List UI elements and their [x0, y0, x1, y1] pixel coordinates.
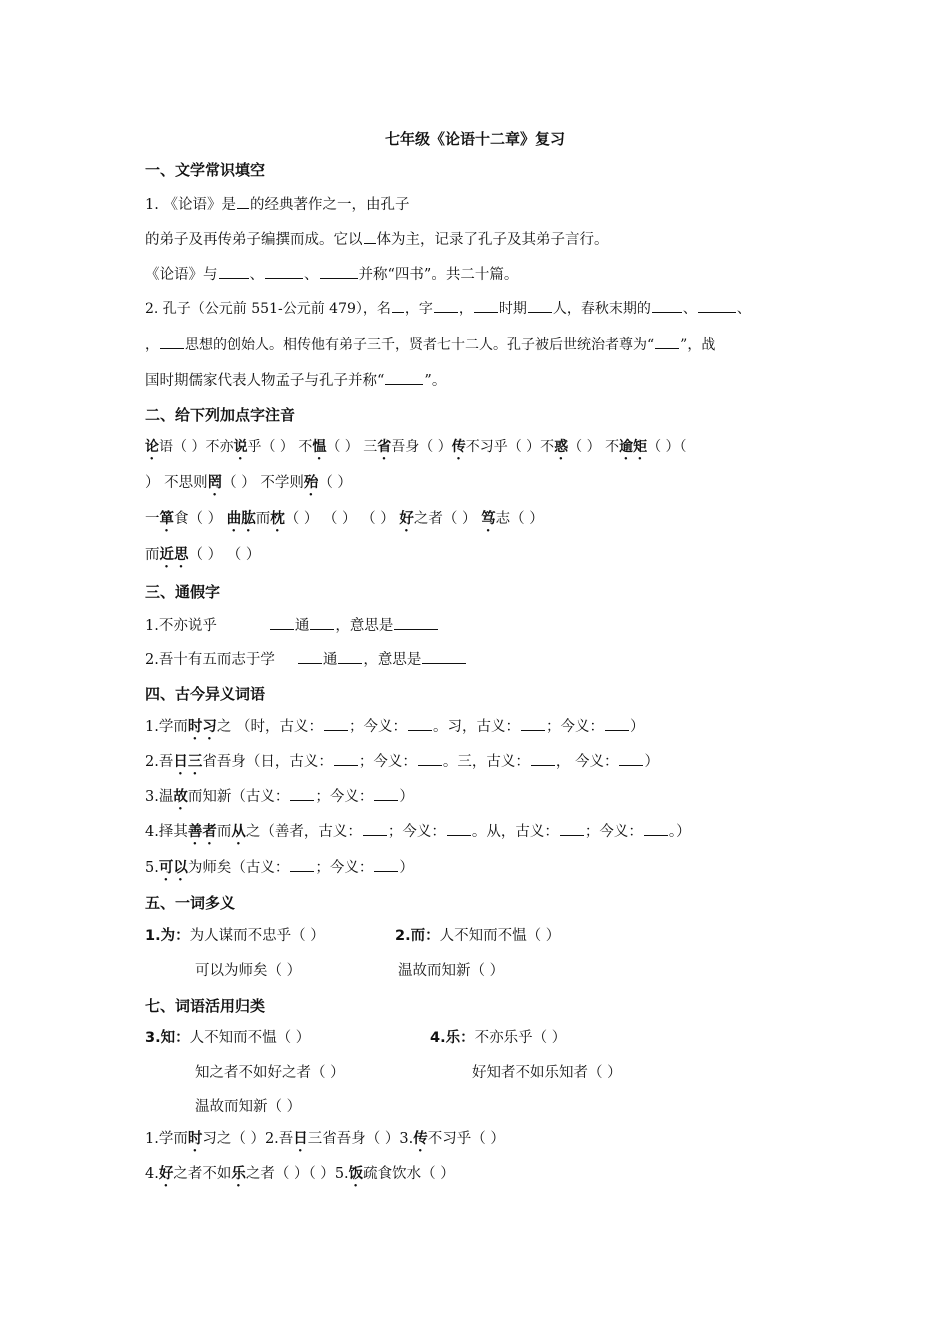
- section2-heading: 二、给下列加点字注音: [145, 406, 296, 424]
- s5-q2-row1: 2.而：人不知而不愠（ ）: [395, 928, 561, 944]
- section5-heading: 五、一词多义: [145, 894, 236, 912]
- s4-line4: 4.择其善者而从之（善者，古义： ；今义： 。从，古义： ；今义： 。）: [145, 821, 691, 848]
- s7-q4-row1: 4.乐：不亦乐乎（ ）: [430, 1030, 567, 1046]
- blank[interactable]: [364, 229, 376, 244]
- blank[interactable]: [298, 649, 322, 664]
- s1-line5: ， 思想的创始人。相传他有弟子三千，贤者七十二人。孔子被后世统治者尊为“ ”，战: [145, 334, 715, 355]
- blank[interactable]: [160, 334, 184, 349]
- section3-heading: 三、通假字: [145, 583, 221, 601]
- blank[interactable]: [408, 716, 432, 731]
- blank[interactable]: [652, 298, 682, 313]
- s5-q2-row2: 温故而知新（ ）: [398, 963, 505, 979]
- blank[interactable]: [528, 298, 552, 313]
- blank[interactable]: [320, 264, 358, 279]
- blank[interactable]: [644, 821, 668, 836]
- blank[interactable]: [385, 370, 423, 385]
- section1-heading: 一、文学常识填空: [145, 161, 266, 179]
- blank[interactable]: [219, 264, 249, 279]
- blank[interactable]: [560, 821, 584, 836]
- blank[interactable]: [418, 751, 442, 766]
- blank[interactable]: [265, 264, 303, 279]
- s2-row1: 论语（ ）不亦说乎（ ） 不愠（ ） 三省吾身（ ）传不习乎（ ）不惑（ ） 不逾矩（ ）（: [145, 439, 687, 455]
- blank[interactable]: [474, 298, 498, 313]
- s2-row2: ） 不思则罔（ ） 不学则殆（ ）: [145, 475, 352, 491]
- s3-line1: 1.不亦说乎 通 ，意思是: [145, 615, 439, 636]
- blank[interactable]: [422, 649, 466, 664]
- section7-heading: 七、词语活用归类: [145, 997, 266, 1015]
- section4-heading: 四、古今异义词语: [145, 685, 266, 703]
- blank[interactable]: [290, 786, 314, 801]
- blank[interactable]: [374, 786, 398, 801]
- s7-q4-row2: 好知者不如乐知者（ ）: [472, 1065, 622, 1081]
- s5-q1-row2: 可以为师矣（ ）: [195, 963, 302, 979]
- blank[interactable]: [290, 857, 314, 872]
- blank[interactable]: [334, 751, 358, 766]
- blank[interactable]: [521, 716, 545, 731]
- s4-line1: 1.学而时习之 （时，古义： ；今义： 。习，古义： ；今义： ）: [145, 716, 644, 743]
- s7-q3-row2: 知之者不如好之者（ ）: [195, 1065, 345, 1081]
- s7-row2: 4.好之者不如乐之者（ ）（ ）5.饭疏食饮水（ ）: [145, 1166, 455, 1182]
- blank[interactable]: [698, 298, 736, 313]
- blank[interactable]: [270, 615, 294, 630]
- blank[interactable]: [392, 298, 404, 313]
- s2-row4: 而近思（ ） （ ）: [145, 547, 261, 563]
- s1-line1: 1. 《论语》是 的经典著作之一，由孔子: [145, 194, 409, 215]
- blank[interactable]: [374, 857, 398, 872]
- page-title: 七年级《论语十二章》复习: [384, 130, 565, 148]
- blank[interactable]: [363, 821, 387, 836]
- blank[interactable]: [605, 716, 629, 731]
- blank[interactable]: [434, 298, 458, 313]
- s7-q3-row3: 温故而知新（ ）: [195, 1099, 302, 1115]
- s5-q1-row1: 1.为：为人谋而不忠乎（ ）: [145, 928, 325, 944]
- blank[interactable]: [447, 821, 471, 836]
- s1-line2: 的弟子及再传弟子编撰而成。它以 体为主，记录了孔子及其弟子言行。: [145, 229, 609, 250]
- blank[interactable]: [655, 334, 679, 349]
- blank[interactable]: [324, 716, 348, 731]
- s1-line4: 2. 孔子（公元前 551-公元前 479），名 ，字 ， 时期 人，春秋末期的 、 、: [145, 298, 751, 319]
- blank[interactable]: [310, 615, 334, 630]
- s1-line3: 《论语》与 、 、 并称“四书”。共二十篇。: [145, 264, 518, 285]
- blank[interactable]: [237, 194, 249, 209]
- s1-line6: 国时期儒家代表人物孟子与孔子并称“ ”。: [145, 370, 446, 391]
- blank[interactable]: [394, 615, 438, 630]
- s7-row1: 1.学而时习之（ ）2.吾日三省吾身（ ）3.传不习乎（ ）: [145, 1131, 505, 1147]
- s4-line5: 5.可以为师矣（古义： ；今义： ）: [145, 857, 414, 884]
- s7-q3-row1: 3.知：人不知而不愠（ ）: [145, 1030, 311, 1046]
- s2-row3: 一箪食（ ） 曲肱而枕（ ） （ ） （ ） 好之者（ ） 笃志（ ）: [145, 511, 544, 527]
- s4-line3: 3.温故而知新（古义： ；今义： ）: [145, 786, 414, 813]
- blank[interactable]: [338, 649, 362, 664]
- s4-line2: 2.吾日三省吾身（日，古义： ；今义： 。三，古义： ， 今义： ）: [145, 751, 659, 778]
- blank[interactable]: [531, 751, 555, 766]
- s3-line2: 2.吾十有五而志于学 通 ，意思是: [145, 649, 467, 670]
- blank[interactable]: [619, 751, 643, 766]
